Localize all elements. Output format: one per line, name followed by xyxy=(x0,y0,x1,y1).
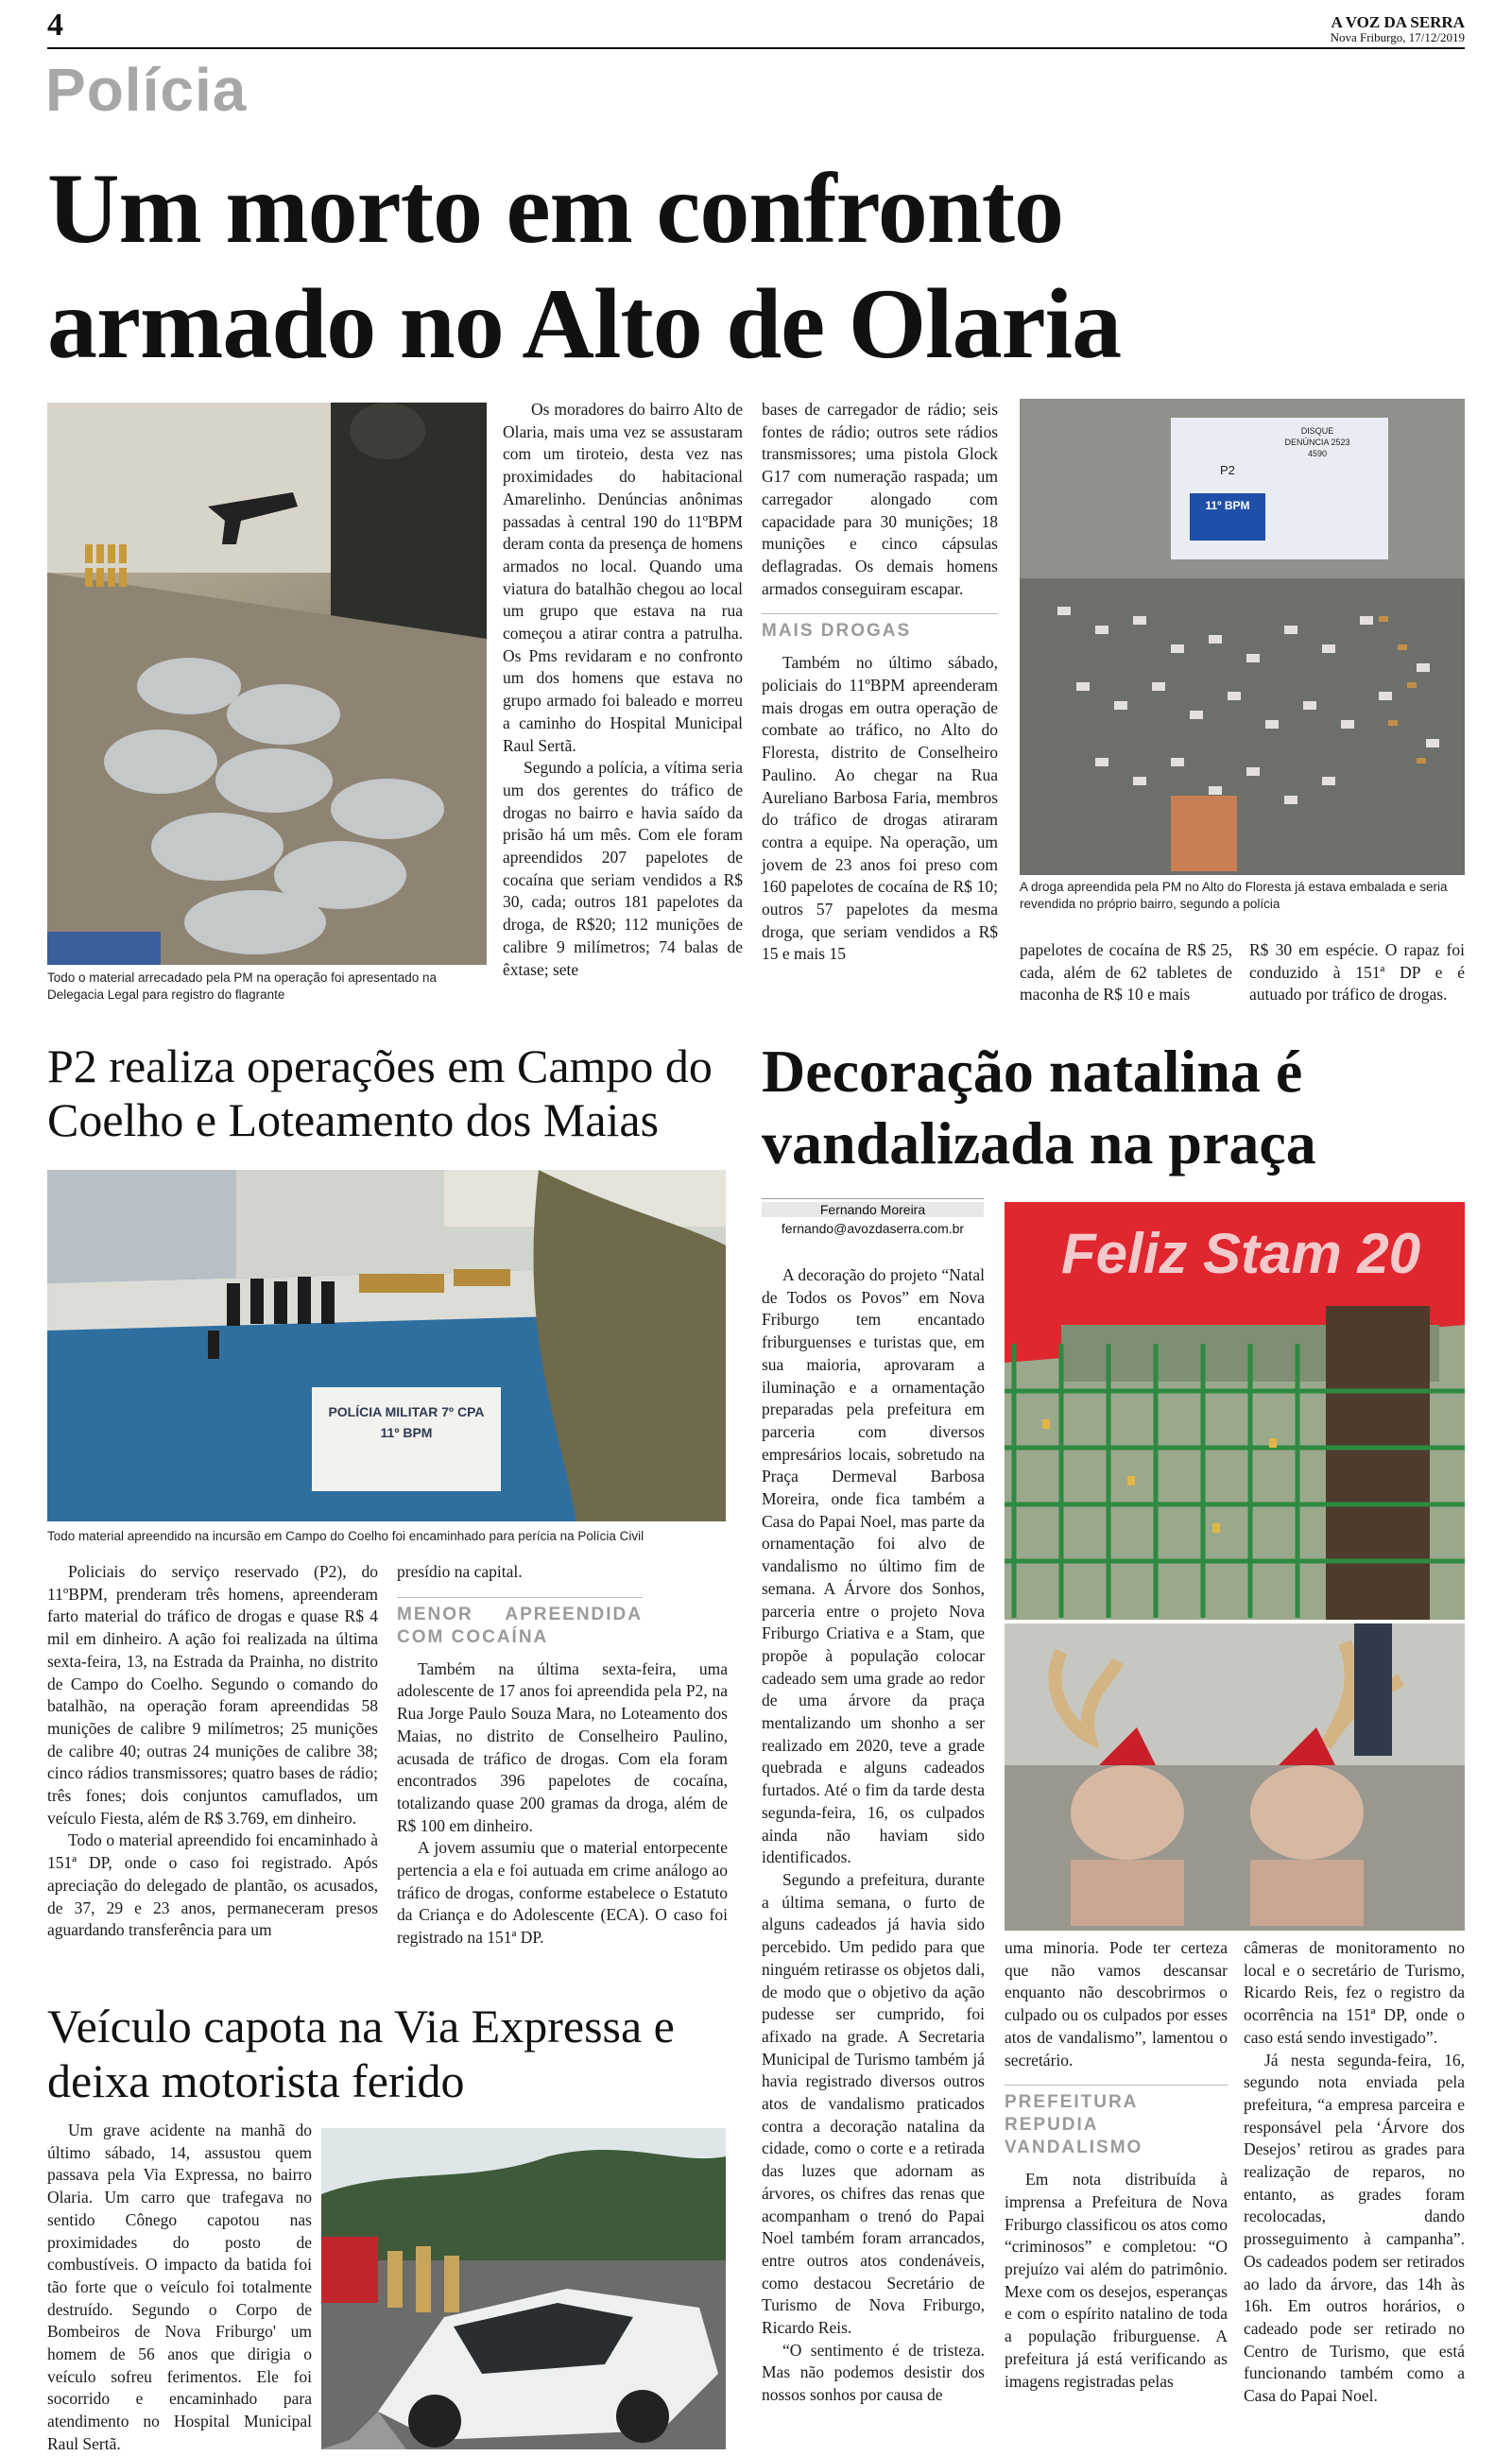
decoration-paragraph: Já nesta segunda-feira, 16, segundo nota enviada pela prefeitura, “a empresa parceira e responsável pela ‘Árvore dos Desejos’ retirou as grades para realização de reparos, no entanto, as grades foram recolocadas, dando prosseguimento à campanha”. Os cadeados podem ser retirados ao lado da árvore, das 14h às 16h. Em outros horários, o cadeado pode ser retirado no Centro de Turismo, que está funcionando também como a Casa do Papai Noel. xyxy=(1244,2050,1465,2406)
p2-photo-caption: Todo material apreendido na incursão em Campo do Coelho foi encaminhado para perícia na Polícia Civil xyxy=(47,1529,644,1543)
p2-seizure-photo xyxy=(47,1170,726,1521)
decoration-paragraph: uma minoria. Pode ter certeza que não vamos descansar enquanto não descobrirmos o culpado ou os culpados por esses atos de vandalismo”, lamentou o secretário. xyxy=(1005,1938,1228,2070)
header-rule xyxy=(47,47,1465,49)
byline-rule xyxy=(762,1198,984,1199)
main-story-paragraph: bases de carregador de rádio; seis fontes de rádio; outros sete rádios transmissores; uma pistola Glock G17 com numeração raspada; um carregador alongado com capacidade para 30 munições; 18 munições e cinco cápsulas deflagradas. Os demais homens armados conseguiram escapar. xyxy=(762,400,998,598)
publication-name: A VOZ DA SERRA xyxy=(1331,13,1465,31)
p2-story-paragraph: presídio na capital. xyxy=(397,1562,523,1581)
main-story-col4 xyxy=(1249,939,1465,1006)
drugs-photo-sign-disque: DISQUE DENÚNCIA 2523 4590 xyxy=(1284,426,1350,458)
decoration-paragraph: A decoração do projeto “Natal de Todos os Povos” em Nova Friburgo tem encantado friburguenses e turistas que, em sua maioria, aprovaram a iluminação e a ornamentação preparadas pela prefeitura em parceria com diversos empresários locais, sobretudo na Praça Dermeval Barbosa Moreira, onde fica também a Casa do Papai Noel, mas parte da ornamentação foi alvo de vandalismo no último fim de semana. A Árvore dos Sonhos, parceria entre o projeto Nova Friburgo Criativa e a Stam, que propõe à população colocar cadeado sem uma grade ao redor de uma árvore da praça mentalizando um shonho a ser realizado em 2020, teve a grade quebrada e alguns cadeados furtados. Até o fim da tarde desta segunda-feira, 16, os culpados ainda não haviam sido identificados. xyxy=(762,1265,985,1867)
seizure-photo-illustration xyxy=(47,403,487,965)
p2-story-col1 xyxy=(47,1561,378,1942)
main-story-paragraph: Os moradores do bairro Alto de Olaria, mais uma vez se assustaram com um tiroteio, desta vez nas proximidades do habitacional Amarelinho. Denúncias anônimas passadas à central 190 do 11ºBPM deram conta da presença de homens armados no local. Quando uma viatura do batalhão chegou ao local um grupo que estava na rua começou a atirar contra a patrulha. Os Pms revidaram e no confronto um dos homens que estava no grupo armado foi baleado e morreu a caminho do Hospital Municipal Raul Sertã. xyxy=(503,400,743,755)
main-headline xyxy=(47,151,1484,382)
p2-photo-sign: POLÍCIA MILITAR 7º CPA 11º BPM xyxy=(328,1404,485,1440)
p2-story-paragraph: A jovem assumiu que o material entorpecente pertencia a ela e foi autuada em crime análogo ao tráfico de drogas, conforme estabelece o Estatuto da Criança e do Adolescente (ECA). O caso foi registrado na 151ª DP. xyxy=(397,1838,728,1948)
drugs-photo-sign-p2: P2 xyxy=(1220,463,1235,477)
decoration-paragraph: Segundo a prefeitura, durante a última semana, o furto de alguns cadeados já havia sido percebido. Um pedido para que ninguém retirasse os objetos dali, de modo que o objetivo da ação pudesse ser cumprido, foi afixado na grade. A Secretaria Municipal de Turismo também já havia registrado diversos outros atos de vandalismo praticados contra a decoração natalina da cidade, como o corte e a retirada das luzes que adornam as árvores, os chifres das renas que acompanham o trenó do Papai Noel também foram arrancados, entre outros atos condenáveis, como destacou Secretário de Turismo de Nova Friburgo, Ricardo Reis. xyxy=(762,1869,985,2338)
main-story-col3 xyxy=(1020,939,1232,1006)
byline-email: fernando@avozdaserra.com.br xyxy=(781,1221,965,1236)
reindeer-photo-illustration xyxy=(1005,1623,1465,1931)
decoration-col2 xyxy=(1005,1937,1228,2393)
main-story-paragraph: papelotes de cocaína de R$ 25, cada, além de 62 tabletes de maconha de R$ 10 e mais xyxy=(1020,940,1232,1005)
page-number: 4 xyxy=(47,8,63,43)
byline-name: Fernando Moreira xyxy=(762,1202,984,1217)
accident-photo xyxy=(321,2128,726,2449)
main-story-paragraph: Também no último sábado, policiais do 11ºBPM apreenderam mais drogas em outra operação de combate ao tráfico, no Alto do Floresta, distrito de Conselheiro Paulino. Ao chegar na Rua Aureliano Barbosa Faria, membros do tráfico de drogas atiraram contra a equipe. Na operação, um jovem de 23 anos foi preso com 160 papelotes de cocaína de R$ 10; outros 57 papelotes da mesma droga, que seriam vendidos a R$ 15 e mais 15 xyxy=(762,653,998,964)
p2-headline: P2 realiza operações em Campo do Coelho e Loteamento dos Maias xyxy=(47,1039,713,1146)
accident-photo-illustration xyxy=(321,2128,726,2449)
main-headline-line2: armado no Alto de Olaria xyxy=(47,268,1122,379)
p2-story-col2 xyxy=(397,1561,728,1949)
subhead-menor-apreendida: MENOR APREENDIDA COM COCAÍNA xyxy=(397,1597,643,1649)
p2-story-paragraph: Policiais do serviço reservado (P2), do 11ºBPM, prenderam três homens, apreenderam farto material do tráfico de drogas e quase R$ 4 mil em dinheiro. A ação foi realizada na última sexta-feira, 13, na Estrada da Prainha, no distrito de Campo do Coelho. Segundo o comando do batalhão, na operação foram apreendidas 58 munições de calibre 9 milímetros; 25 munições de calibre 40; outras 24 munições de calibre 38; cinco rádios transmissores; quatro bases de rádio; três fones; dois conjuntos camuflados, um veículo Fiesta, além de R$ 3.769, em dinheiro. xyxy=(47,1562,378,1828)
drugs-photo-sign-bpm: 11º BPM xyxy=(1205,499,1250,512)
seizure-photo xyxy=(47,403,487,965)
vehicle-story-paragraph: Um grave acidente na manhã do último sábado, 14, assustou quem passava pela Via Expressa, no bairro Olaria. Um carro que trafegava no sentido Cônego capotou nas proximidades do posto de combustíveis. O impacto da batida foi tão forte que o veículo foi totalmente destruído. Segundo o Corpo de Bombeiros de Nova Friburgo' um homem de 56 anos que dirigia o veículo sofreu ferimentos. Ele foi socorrido e encaminhado para atendimento no Hospital Municipal Raul Sertã. xyxy=(47,2121,312,2453)
section-title: Polícia xyxy=(45,56,248,124)
main-story-paragraph: Segundo a polícia, a vítima seria um dos gerentes do tráfico de drogas no bairro e havia saído da prisão há um mês. Com ele foram apreendidos 207 papelotes de cocaína que seriam vendidos a R$ 30, cada; outros 181 papelotes da droga, de R$20; 112 munições de calibre 9 milímetros; 74 balas de êxtase; sete xyxy=(503,758,743,979)
drugs-photo-illustration xyxy=(1020,399,1465,875)
decoration-paragraph: “O sentimento é de tristeza. Mas não podemos desistir dos nossos sonhos por causa de xyxy=(762,2340,985,2405)
tree-grate-photo-sign: Feliz Stam 20 xyxy=(1061,1222,1421,1285)
decoration-paragraph: câmeras de monitoramento no local e o secretário de Turismo, Ricardo Reis, fez o registro da ocorrência na 151ª DP, onde o caso está sendo investigado”. xyxy=(1244,1938,1465,2047)
p2-story-paragraph: Todo o material apreendido foi encaminhado à 151ª DP, onde o caso foi registrado. Após apreciação do delegado de plantão, os acusados, de 37, 29 e 23 anos, permaneceram presos aguardando transferência para um xyxy=(47,1830,378,1940)
subhead-prefeitura-repudia: PREFEITURA REPUDIA VANDALISMO xyxy=(1005,2085,1228,2159)
tree-grate-photo xyxy=(1005,1202,1465,1620)
subhead-mais-drogas: MAIS DROGAS xyxy=(762,613,998,643)
decoration-headline: Decoração natalina é vandalizada na praça xyxy=(762,1038,1316,1176)
seizure-photo-caption: Todo o material arrecadado pela PM na operação foi apresentado na Delegacia Legal para registro do flagrante xyxy=(47,970,438,1002)
p2-photo-illustration xyxy=(47,1170,726,1521)
p2-story-paragraph: Também na última sexta-feira, uma adolescente de 17 anos foi apreendida pela P2, na Rua Jorge Paulo Souza Mara, no Loteamento dos Maias, no distrito de Conselheiro Paulino, acusada de tráfico de drogas. Com ela foram encontrados 396 papelotes de cocaína, totalizando quase 200 gramas da droga, além de R$ 100 em dinheiro. xyxy=(397,1658,728,1835)
main-story-col1 xyxy=(503,399,743,981)
decoration-col1 xyxy=(762,1264,985,2407)
main-headline-line1: Um morto em confronto xyxy=(47,153,1064,264)
vehicle-story-body xyxy=(47,2120,312,2456)
main-story-paragraph: R$ 30 em espécie. O rapaz foi conduzido à 151ª DP e é autuado por tráfico de drogas. xyxy=(1249,940,1465,1005)
decoration-paragraph: Em nota distribuída à imprensa a Prefeitura de Nova Friburgo classificou os atos como “criminosos” e completou: “O prejuízo vai além do patrimônio. Mexe com os desejos, esperanças e com o espírito natalino de toda a população friburguense. A prefeitura já está verificando as imagens registradas pelas xyxy=(1005,2170,1228,2391)
main-story-col2 xyxy=(762,399,998,966)
reindeer-photo xyxy=(1005,1623,1465,1931)
decoration-col3 xyxy=(1244,1937,1465,2408)
drugs-photo-caption: A droga apreendida pela PM no Alto do Floresta já estava embalada e seria revendida no próprio bairro, segundo a polícia xyxy=(1020,880,1448,911)
date-line: Nova Friburgo, 17/12/2019 xyxy=(1330,30,1465,44)
drugs-photo xyxy=(1020,399,1465,875)
vehicle-headline: Veículo capota na Via Expressa e deixa motorista ferido xyxy=(47,2000,675,2107)
